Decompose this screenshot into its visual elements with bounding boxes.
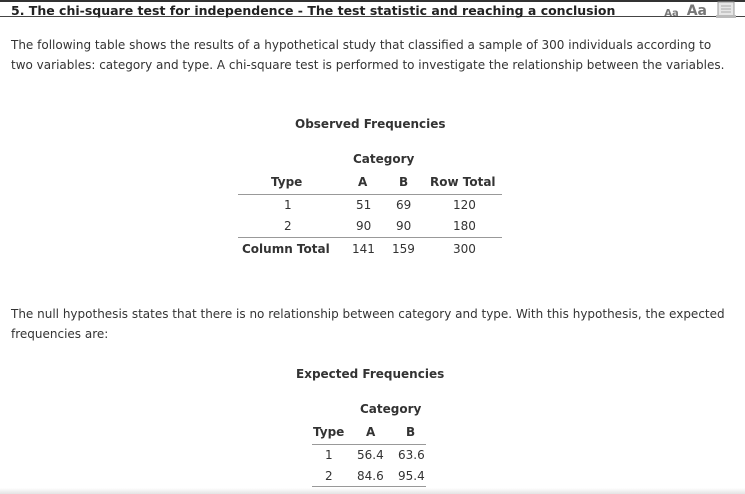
table-row-a: 84.6 <box>357 469 384 483</box>
intro-paragraph: The following table shows the results of a hypothetical study that classified a sample of 300 individuals according to two variables: category and type. A chi-square test is performed to investigate the relationship between the variables. <box>11 38 725 72</box>
increase-font-button[interactable]: Aa <box>686 3 707 19</box>
table-row-b: 95.4 <box>398 469 425 483</box>
observed-total-rule <box>238 237 502 238</box>
table-row-type: 2 <box>325 469 333 483</box>
expected-header-rule <box>312 444 426 445</box>
observed-col-a-header: A <box>358 175 368 189</box>
null-hypothesis-paragraph: The null hypothesis states that there is no relationship between category and type. With this hypothesis, the expected frequencies are: <box>11 307 725 341</box>
expected-category-header: Category <box>360 402 422 416</box>
table-row-b: 63.6 <box>398 448 425 462</box>
print-icon[interactable] <box>715 1 737 19</box>
table-row-a: 56.4 <box>357 448 384 462</box>
column-total-b: 159 <box>392 242 415 256</box>
expected-col-b-header: B <box>406 425 416 439</box>
table-row-type: 1 <box>325 448 333 462</box>
font-size-controls <box>664 1 737 19</box>
expected-col-a-header: A <box>366 425 376 439</box>
decrease-font-button[interactable]: Aa <box>664 8 679 19</box>
column-total-label: Column Total <box>242 242 330 256</box>
table-row-total: 180 <box>453 219 476 233</box>
table-row-type: 1 <box>284 198 292 212</box>
expected-bottom-rule <box>312 486 426 487</box>
table-row-a: 90 <box>356 219 372 233</box>
observed-header-rule <box>238 194 502 195</box>
expected-table-title: Expected Frequencies <box>296 367 445 381</box>
table-row-total: 120 <box>453 198 476 212</box>
observed-category-header: Category <box>353 152 415 166</box>
column-total-a: 141 <box>352 242 375 256</box>
table-row-b: 69 <box>396 198 412 212</box>
observed-type-header: Type <box>271 175 303 189</box>
table-row-type: 2 <box>284 219 292 233</box>
observed-row-total-header: Row Total <box>430 175 496 189</box>
expected-type-header: Type <box>313 425 345 439</box>
table-row-a: 51 <box>356 198 372 212</box>
question-title: 5. The chi-square test for independence - The test statistic and reaching a conclusion <box>11 3 616 18</box>
table-row-b: 90 <box>396 219 412 233</box>
question-header <box>0 0 745 17</box>
column-total-grand: 300 <box>453 242 476 256</box>
observed-col-b-header: B <box>399 175 409 189</box>
scroll-fade <box>0 488 745 494</box>
observed-table-title: Observed Frequencies <box>295 117 446 131</box>
